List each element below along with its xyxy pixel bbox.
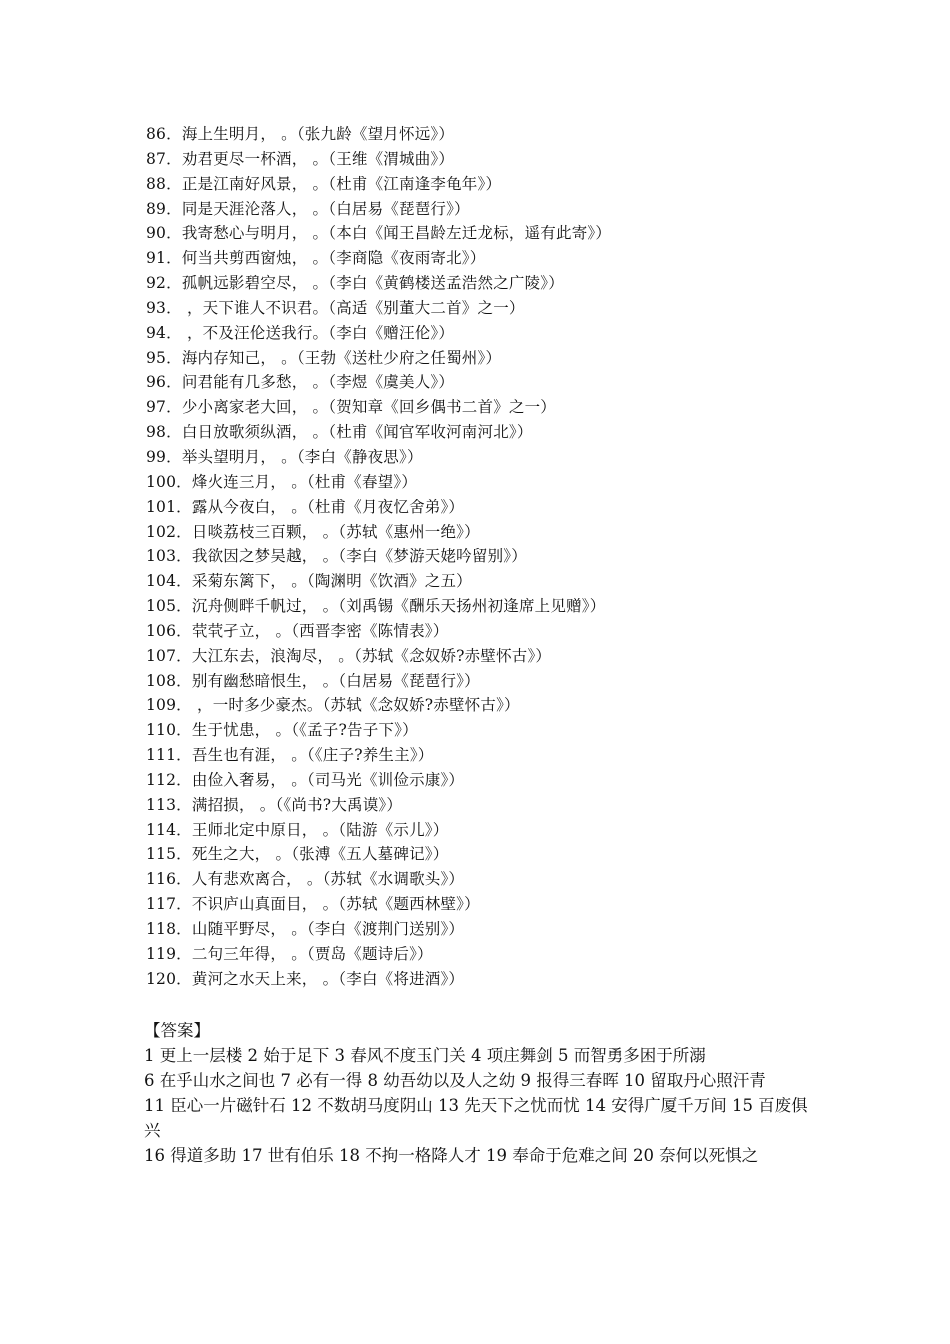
question-item: 109． ，一时多少豪杰。（苏轼《念奴娇?赤壁怀古》） bbox=[146, 696, 520, 715]
question-item: 111．吾生也有涯， 。（《庄子?养生主》） bbox=[146, 746, 434, 765]
question-item: 86．海上生明月， 。（张九龄《望月怀远》） bbox=[146, 125, 455, 143]
answer-line: 11 臣心一片磁针石 12 不数胡马度阴山 13 先天下之忧而忧 14 安得广厦千万间 15 百废俱兴 bbox=[144, 1096, 808, 1140]
question-item: 102．日啖荔枝三百颗， 。（苏轼《惠州一绝》） bbox=[146, 522, 480, 541]
answer-heading: 【答案】 bbox=[144, 1021, 210, 1040]
question-item: 117．不识庐山真面目， 。（苏轼《题西林壁》） bbox=[146, 895, 480, 914]
question-item: 120．黄河之水天上来， 。（李白《将进酒》） bbox=[146, 969, 465, 988]
question-item: 119．二句三年得， 。（贾岛《题诗后》） bbox=[146, 944, 433, 963]
question-item: 103．我欲因之梦吴越， 。（李白《梦游天姥吟留别》） bbox=[146, 547, 527, 566]
question-item: 97．少小离家老大回， 。（贺知章《回乡偶书二首》之一） bbox=[146, 398, 557, 417]
question-item: 108．别有幽愁暗恨生， 。（白居易《琵琶行》） bbox=[146, 671, 480, 690]
question-item: 96．问君能有几多愁， 。（李煜《虞美人》） bbox=[146, 373, 455, 392]
question-item: 105．沉舟侧畔千帆过， 。（刘禹锡《酬乐天扬州初逢席上见赠》） bbox=[146, 597, 606, 616]
question-item: 113．满招损， 。（《尚书?大禹谟》） bbox=[146, 795, 403, 814]
question-item: 115．死生之大， 。（张溥《五人墓碑记》） bbox=[146, 845, 449, 864]
question-item: 91．何当共剪西窗烛， 。（李商隐《夜雨寄北》） bbox=[146, 249, 486, 268]
question-item: 95．海内存知己， 。（王勃《送杜少府之任蜀州》） bbox=[146, 348, 502, 367]
answer-section bbox=[144, 1018, 814, 1168]
question-item: 106．茕茕孑立， 。（西晋李密《陈情表》） bbox=[146, 621, 449, 640]
question-item: 99．举头望明月， 。（李白《静夜思》） bbox=[146, 447, 423, 466]
question-item: 93． ，天下谁人不识君。（高适《别董大二首》之一） bbox=[146, 298, 525, 317]
question-item: 107．大江东去，浪淘尽， 。（苏轼《念奴娇?赤壁怀古》） bbox=[146, 646, 552, 665]
question-item: 100．烽火连三月， 。（杜甫《春望》） bbox=[146, 472, 418, 491]
question-item: 88．正是江南好风景， 。（杜甫《江南逢李龟年》） bbox=[146, 174, 502, 193]
question-item: 118．山随平野尽， 。（李白《渡荆门送别》） bbox=[146, 920, 465, 938]
question-item: 94． ，不及汪伦送我行。（李白《赠汪伦》） bbox=[146, 323, 455, 342]
question-item: 112．由俭入奢易， 。（司马光《训俭示康》） bbox=[146, 770, 465, 789]
question-item: 92．孤帆远影碧空尽， 。（李白《黄鹤楼送孟浩然之广陵》） bbox=[146, 274, 564, 293]
answer-line: 6 在乎山水之间也 7 必有一得 8 幼吾幼以及人之幼 9 报得三春晖 10 留取丹心照汗青 bbox=[144, 1071, 766, 1090]
question-item: 101．露从今夜白， 。（杜甫《月夜忆舍弟》） bbox=[146, 497, 465, 516]
question-item: 116．人有悲欢离合， 。（苏轼《水调歌头》） bbox=[146, 870, 465, 889]
question-item: 98．白日放歌须纵酒， 。（杜甫《闻官军收河南河北》） bbox=[146, 423, 533, 442]
question-item: 104．采菊东篱下， 。（陶渊明《饮酒》之五） bbox=[146, 572, 472, 591]
question-list bbox=[146, 122, 866, 992]
question-item: 89．同是天涯沦落人， 。（白居易《琵琶行》） bbox=[146, 199, 470, 218]
question-item: 87．劝君更尽一杯酒， 。（王维《渭城曲》） bbox=[146, 149, 455, 168]
answer-line: 1 更上一层楼 2 始于足下 3 春风不度玉门关 4 项庄舞剑 5 而智勇多困于所溺 bbox=[144, 1046, 706, 1065]
question-item: 90．我寄愁心与明月， 。（本白《闻王昌龄左迁龙标，遥有此寄》） bbox=[146, 224, 612, 243]
question-item: 114．王师北定中原日， 。（陆游《示儿》） bbox=[146, 820, 449, 839]
answer-line: 16 得道多助 17 世有伯乐 18 不拘一格降人才 19 奉命于危难之间 20 奈何以死惧之 bbox=[144, 1146, 759, 1165]
question-item: 110．生于忧患， 。（《孟子?告子下》） bbox=[146, 721, 418, 740]
